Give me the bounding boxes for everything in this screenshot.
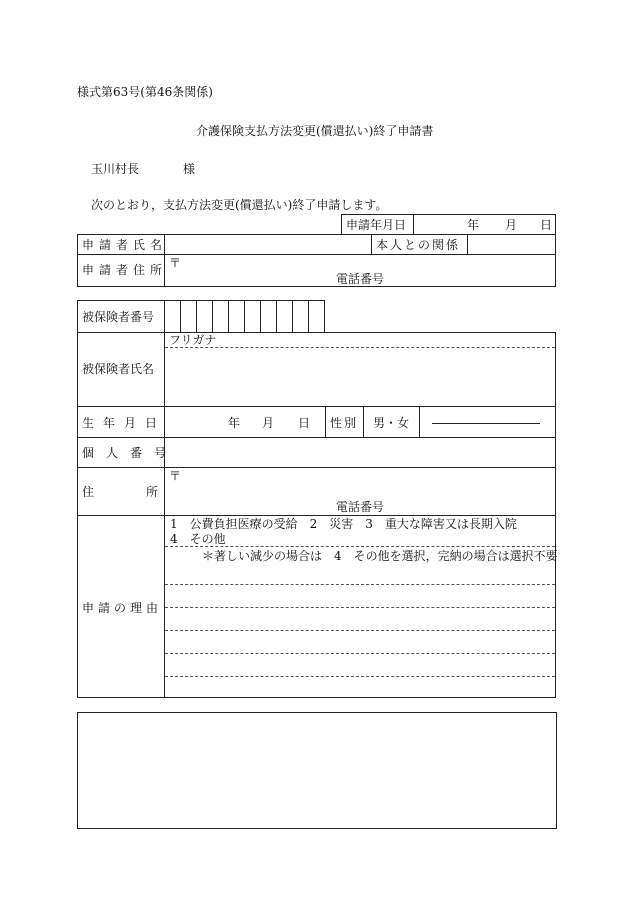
addressee-name: 玉川村長 <box>91 162 140 176</box>
applicant-postal-mark: 〒 <box>169 256 182 270</box>
reason-options-line2[interactable]: 4 その他 <box>170 532 226 546</box>
insured-number-field[interactable] <box>166 302 323 331</box>
birth-day: 日 <box>298 416 311 430</box>
birth-year: 年 <box>228 416 241 430</box>
insured-address-label-b: 所 <box>146 485 159 499</box>
applicant-name-label: 申請者氏名 <box>82 238 168 252</box>
applicant-address-label: 申請者住所 <box>82 263 168 277</box>
personal-number-label: 個人番号 <box>82 446 179 460</box>
birth-date-label: 生年月日 <box>82 416 167 430</box>
insured-postal-mark: 〒 <box>169 469 182 483</box>
application-date-year: 年 <box>467 218 480 232</box>
relation-field[interactable] <box>469 236 554 253</box>
insured-name-label: 被保険者氏名 <box>82 362 155 376</box>
insured-phone-label: 電話番号 <box>336 500 385 514</box>
application-date-day: 日 <box>540 218 553 232</box>
addressee-honorific: 様 <box>183 162 196 176</box>
reason-options-line1[interactable]: 1 公費負担医療の受給 2 災害 3 重大な障害又は長期入院 <box>170 517 517 531</box>
document-title: 介護保険支払方法変更(償還払い)終了申請書 <box>196 124 434 138</box>
insured-number-label: 被保険者番号 <box>82 310 155 324</box>
applicant-phone-label: 電話番号 <box>336 272 385 286</box>
sex-options[interactable]: 男・女 <box>373 416 410 430</box>
applicant-name-field[interactable] <box>166 236 369 253</box>
application-date-label: 申請年月日 <box>346 218 407 232</box>
insured-address-label-a: 住 <box>82 485 95 499</box>
personal-number-field[interactable] <box>166 439 554 466</box>
sex-label: 性別 <box>330 416 359 430</box>
application-date-month: 月 <box>505 218 518 232</box>
reason-label: 申請の理由 <box>82 601 163 615</box>
form-number: 様式第63号(第46条関係) <box>77 85 213 99</box>
reason-note: ＊著しい減少の場合は 4 その他を選択，完納の場合は選択不要 <box>202 549 558 563</box>
birth-month: 月 <box>262 416 275 430</box>
furigana-label: フリガナ <box>169 333 217 347</box>
intro-text: 次のとおり，支払方法変更(償還払い)終了申請します。 <box>91 198 388 212</box>
relation-label: 本人との関係 <box>376 238 461 252</box>
office-use-box <box>77 712 557 829</box>
insured-name-field[interactable] <box>166 349 554 405</box>
reason-text-area[interactable] <box>166 566 554 696</box>
